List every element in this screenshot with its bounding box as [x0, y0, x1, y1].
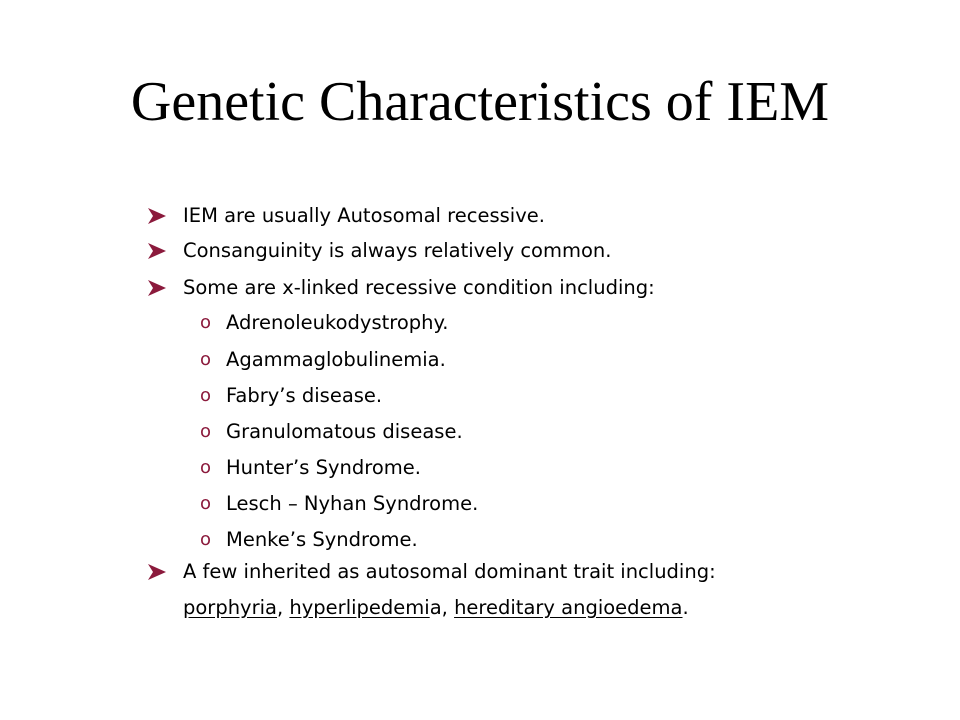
dominant-list	[183, 593, 689, 623]
period: .	[682, 596, 689, 619]
sub-list-text: Granulomatous disease.	[226, 420, 463, 443]
bullet-text: Consanguinity is always relatively common.	[183, 239, 612, 262]
bullet-text: Some are x-linked recessive condition including:	[183, 276, 655, 299]
arrow-bullet-icon	[148, 273, 166, 303]
arrow-bullet-icon	[148, 557, 166, 587]
circle-bullet-icon: o	[200, 493, 212, 514]
sub-list-text: Lesch – Nyhan Syndrome.	[226, 492, 479, 515]
bullet-text: IEM are usually Autosomal recessive.	[183, 204, 545, 227]
circle-bullet-icon: o	[200, 457, 212, 478]
circle-bullet-icon: o	[200, 385, 212, 406]
hyperlipedemia-term: hyperlipedemi	[289, 596, 430, 619]
slide-title: Genetic Characteristics of IEM	[130, 71, 830, 133]
hyperlipedemia-term-tail: a	[429, 596, 442, 619]
circle-bullet-icon: o	[200, 349, 212, 370]
porphyria-term: porphyria	[183, 596, 277, 619]
sub-list-text: Fabry’s disease.	[226, 384, 383, 407]
bullet-text: A few inherited as autosomal dominant trait including:	[183, 560, 716, 583]
circle-bullet-icon: o	[200, 312, 212, 333]
sub-list-text: Hunter’s Syndrome.	[226, 456, 421, 479]
hereditary-angioedema-term: hereditary angioedema	[454, 596, 683, 619]
sub-list-text: Menke’s Syndrome.	[226, 528, 418, 551]
circle-bullet-icon: o	[200, 421, 212, 442]
sub-list-text: Adrenoleukodystrophy.	[226, 311, 449, 334]
circle-bullet-icon: o	[200, 529, 212, 550]
arrow-bullet-icon	[148, 236, 166, 266]
sub-list-text: Agammaglobulinemia.	[226, 348, 446, 371]
arrow-bullet-icon	[148, 201, 166, 231]
separator: ,	[441, 596, 455, 619]
separator: ,	[277, 596, 290, 619]
